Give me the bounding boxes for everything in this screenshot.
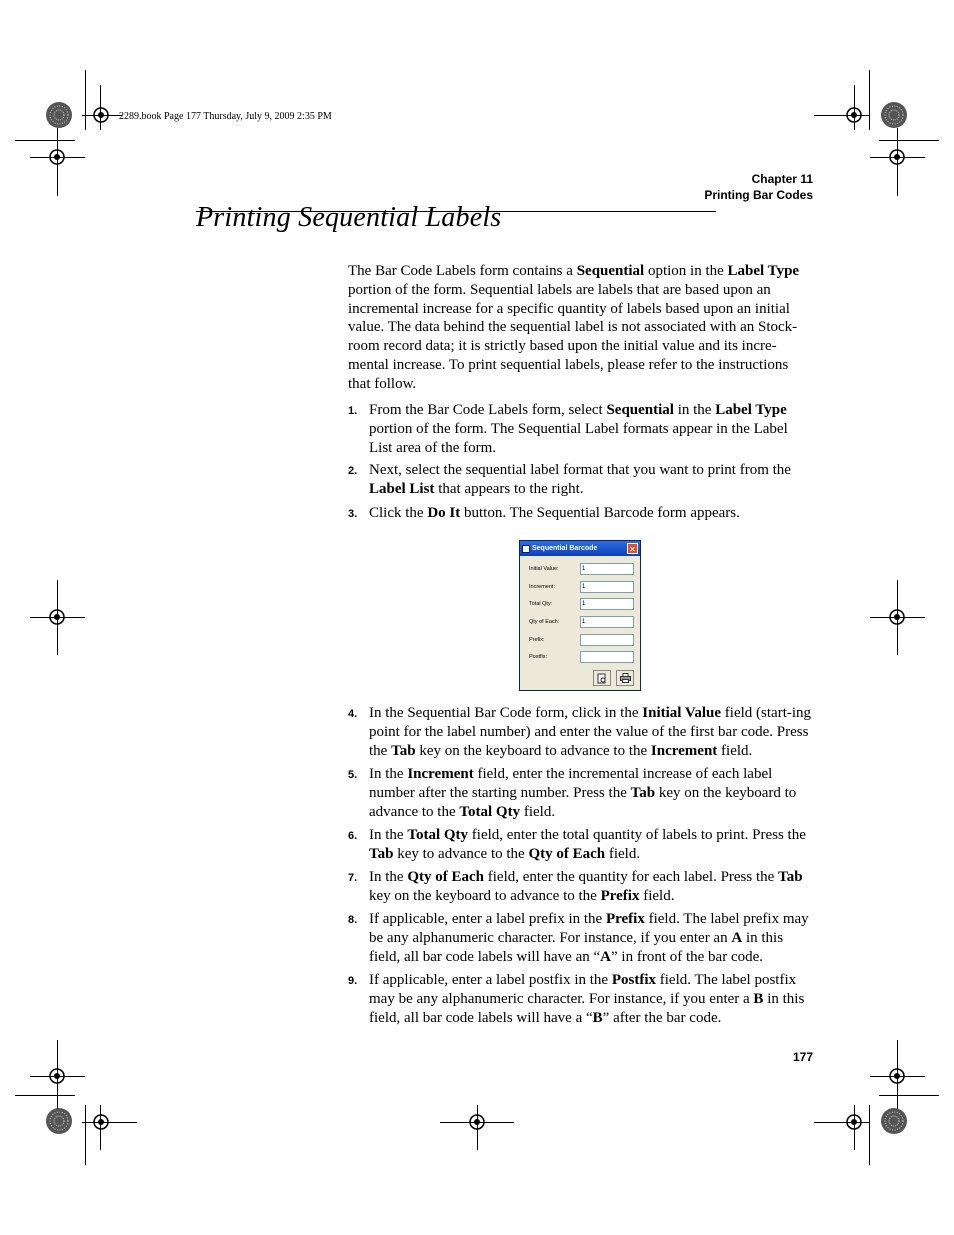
- running-header-section: Printing Bar Codes: [704, 188, 813, 202]
- total-qty-input[interactable]: 1: [580, 598, 634, 610]
- increment-input[interactable]: 1: [580, 581, 634, 593]
- step-9: [348, 971, 814, 1027]
- field-label: Initial Value:: [529, 566, 559, 572]
- sequential-barcode-dialog: [519, 540, 641, 691]
- preview-icon: [597, 673, 607, 684]
- step-number: 7.: [348, 872, 358, 884]
- qty-of-each-input[interactable]: 1: [580, 616, 634, 628]
- running-header-chapter: Chapter 11: [751, 172, 813, 186]
- prefix-input[interactable]: [580, 634, 634, 646]
- registration-target-icon: [89, 103, 113, 127]
- step-number: 6.: [348, 830, 358, 842]
- initial-value-input[interactable]: 1: [580, 563, 634, 575]
- field-qty-of-each: [520, 616, 640, 630]
- step-text: If applicable, enter a label postfix in the Postfix field. The label postfix may be any alphanumeric character. For instance, if you enter a B in this field, all bar code labels will have a “B” after the bar code.: [369, 972, 805, 1026]
- field-initial-value: [520, 563, 640, 577]
- step-text: If applicable, enter a label prefix in the Prefix field. The label prefix may be any alphanumeric character. For instance, if you enter an A in this field, all bar code labels will have an “A” in front of the bar code.: [369, 911, 809, 965]
- field-label: Postfix:: [529, 654, 548, 660]
- step-text: In the Qty of Each field, enter the quantity for each label. Press the Tab key on the keyboard to advance to the Prefix field.: [369, 869, 803, 904]
- color-bar-rosette-icon: [45, 1107, 73, 1135]
- step-number: 9.: [348, 975, 358, 987]
- step-7: [348, 868, 814, 906]
- field-label: Qty of Each:: [529, 619, 560, 625]
- field-label: Total Qty:: [529, 601, 553, 607]
- postfix-input[interactable]: [580, 651, 634, 663]
- dialog-titlebar: [520, 541, 640, 556]
- step-text: In the Total Qty field, enter the total quantity of labels to print. Press the Tab key to advance to the Qty of Each field.: [369, 827, 806, 862]
- registration-target-icon: [885, 1064, 909, 1088]
- registration-target-icon: [465, 1110, 489, 1134]
- step-number: 1.: [348, 405, 358, 417]
- page-number: 177: [792, 1050, 813, 1064]
- color-bar-rosette-icon: [45, 101, 73, 129]
- field-label: Prefix:: [529, 637, 545, 643]
- step-number: 8.: [348, 914, 358, 926]
- color-bar-rosette-icon: [880, 1107, 908, 1135]
- page-title: Printing Sequential Labels: [196, 202, 502, 233]
- step-text: Click the Do It button. The Sequential Barcode form appears.: [369, 505, 740, 521]
- print-button[interactable]: [616, 670, 634, 686]
- registration-target-icon: [89, 1110, 113, 1134]
- registration-target-icon: [842, 1110, 866, 1134]
- step-number: 4.: [348, 708, 358, 720]
- printer-icon: [620, 673, 631, 683]
- dialog-title: Sequential Barcode: [532, 545, 598, 552]
- registration-target-icon: [842, 103, 866, 127]
- step-text: In the Sequential Bar Code form, click in the Initial Value field (start-ing point for the label number) and enter the value of the first bar code. Press the Tab key on the keyboard to advance to the Increment field.: [369, 705, 812, 759]
- color-bar-rosette-icon: [880, 101, 908, 129]
- app-icon: [522, 545, 530, 553]
- field-increment: [520, 581, 640, 595]
- step-6: [348, 826, 814, 864]
- registration-target-icon: [45, 145, 69, 169]
- close-icon[interactable]: ✕: [627, 543, 638, 554]
- step-text: Next, select the sequential label format that you want to print from the Label List that appears to the right.: [369, 462, 791, 497]
- step-2: [348, 461, 814, 499]
- registration-target-icon: [45, 1064, 69, 1088]
- step-4: [348, 704, 814, 760]
- preview-button[interactable]: [593, 670, 611, 686]
- field-total-qty: [520, 598, 640, 612]
- print-slug: 2289.book Page 177 Thursday, July 9, 2009 2:35 PM: [119, 111, 332, 122]
- field-label: Increment:: [529, 584, 555, 590]
- step-number: 5.: [348, 769, 358, 781]
- field-prefix: [520, 634, 640, 648]
- registration-target-icon: [885, 605, 909, 629]
- step-3: [348, 504, 814, 523]
- registration-target-icon: [45, 605, 69, 629]
- step-1: [348, 401, 814, 457]
- intro-paragraph: The Bar Code Labels form contains a Sequential option in the Label Type portion of the form. Sequential labels are labels that are based upon an incremental increase for a specific quantity of labels based upon an initial value. The data behind the sequential label is not associated with an Stock-room record data; it is strictly based upon the initial value and its incre-mental increase. To print sequential labels, please refer to the instructions that follow.: [348, 263, 800, 392]
- field-postfix: [520, 651, 640, 665]
- registration-target-icon: [885, 145, 909, 169]
- step-text: In the Increment field, enter the incremental increase of each label number after the starting number. Press the Tab key on the keyboard to advance to the Total Qty field.: [369, 766, 797, 820]
- step-8: [348, 910, 814, 966]
- step-number: 3.: [348, 508, 358, 520]
- step-text: From the Bar Code Labels form, select Sequential in the Label Type portion of the form. The Sequential Label formats appear in the Label List area of the form.: [369, 402, 788, 456]
- step-5: [348, 765, 814, 821]
- step-number: 2.: [348, 465, 358, 477]
